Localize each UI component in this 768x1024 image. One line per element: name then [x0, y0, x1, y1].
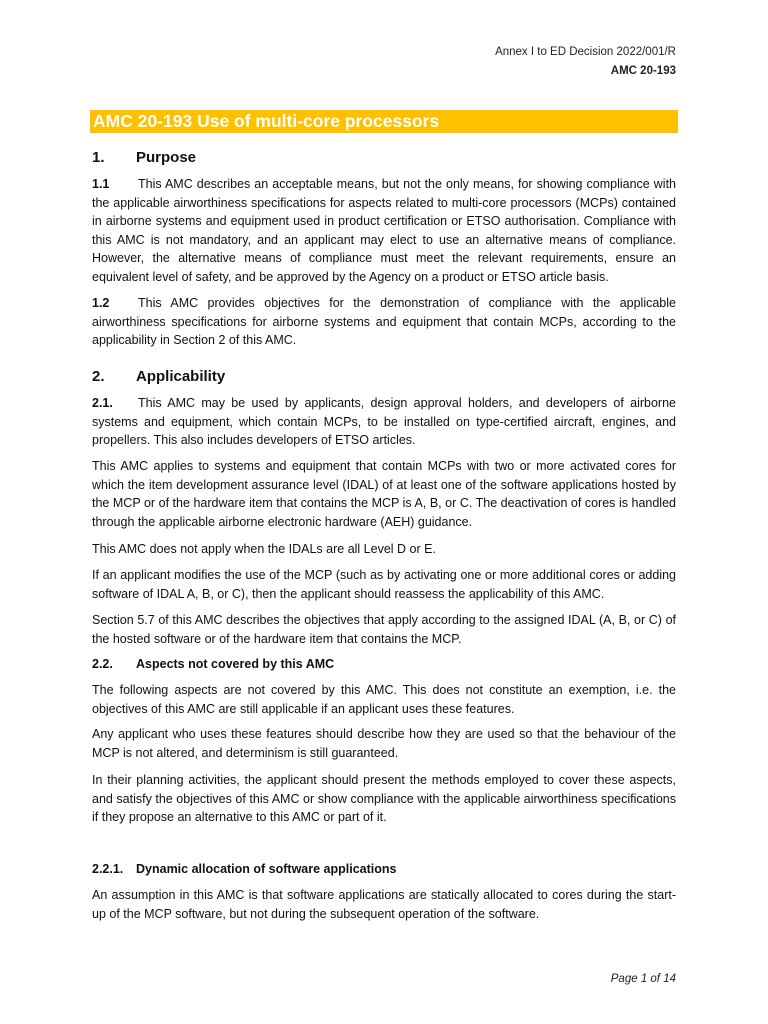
- paragraph-section-5-7: Section 5.7 of this AMC describes the objectives that apply according to the assigned IDAL (A, B, or C) of the hosted software or of the hardware item that contains the MCP.: [92, 613, 676, 646]
- paragraph-any-applicant: Any applicant who uses these features should describe how they are used so that the behaviour of the MCP is not altered, and determinism is still guaranteed.: [92, 727, 676, 760]
- paragraph-number: 2.1.: [92, 396, 113, 410]
- header-annex: Annex I to ED Decision 2022/001/R: [495, 46, 676, 58]
- section-number: 2.: [92, 368, 105, 385]
- paragraph-2-1: [92, 394, 676, 450]
- paragraph-assumption: An assumption in this AMC is that software applications are statically allocated to cores during the start-up of the MCP software, but not during the subsequent operation of the software.: [92, 888, 676, 921]
- paragraph-number: 1.1: [92, 177, 110, 191]
- section-2-heading: [92, 368, 225, 385]
- paragraph-modifies: If an applicant modifies the use of the MCP (such as by activating one or more additional cores or adding software of IDAL A, B, or C), then the applicant should reassess the applicability of this AMC.: [92, 568, 676, 601]
- section-title: Applicability: [136, 368, 226, 385]
- section-title: Dynamic allocation of software applications: [136, 862, 397, 876]
- page-header: [495, 43, 676, 81]
- section-number: 2.2.1.: [92, 862, 124, 876]
- paragraph-text: This AMC describes an acceptable means, but not the only means, for showing compliance with the applicable airworthiness specifications for aspects related to multi-core processors (MCPs) contained in airborne systems and equipment used in product certification or ETSO authorisation. Compliance with this AMC is not mandatory, and an applicant may elect to use an alternative means of compliance. However, the alternative means of compliance must meet the relevant requirements, ensure an equivalent level of safety, and be approved by the Agency on a product or ETSO article basis.: [92, 177, 676, 284]
- paragraph-1-2: [92, 294, 676, 350]
- section-title: Purpose: [136, 149, 197, 166]
- section-2-2-heading: [92, 657, 334, 671]
- section-title: Aspects not covered by this AMC: [136, 657, 335, 671]
- paragraph-1-1: [92, 175, 676, 287]
- section-number: 1.: [92, 149, 105, 166]
- paragraph-applies: This AMC applies to systems and equipment that contain MCPs with two or more activated cores for which the item development assurance level (IDAL) of at least one of the software applications hosted by the MCP or of the hardware item that contains the MCP is A, B, or C. The deactivation of cores is handled through the applicable airborne electronic hardware (AEH) guidance.: [92, 459, 676, 529]
- paragraph-number: 1.2: [92, 296, 110, 310]
- header-code: AMC 20-193: [610, 65, 676, 77]
- paragraph-not-apply: This AMC does not apply when the IDALs are all Level D or E.: [92, 542, 436, 556]
- paragraph-following: The following aspects are not covered by this AMC. This does not constitute an exemption, i.e. the objectives of this AMC are still applicable if an applicant uses these features.: [92, 683, 676, 716]
- section-2-2-1-heading: [92, 862, 396, 876]
- paragraph-text: This AMC may be used by applicants, design approval holders, and developers of airborne systems and equipment, which contain MCPs, to be installed on type-certified aircraft, engines, and propellers. This also includes developers of ETSO articles.: [92, 396, 676, 448]
- page-number: Page 1 of 14: [610, 973, 676, 985]
- section-1-heading: [92, 149, 196, 166]
- paragraph-planning: In their planning activities, the applicant should present the methods employed to cover these aspects, and satisfy the objectives of this AMC or show compliance with the applicable airworthiness specifications if they propose an alternative to this AMC or part of it.: [92, 773, 676, 825]
- section-number: 2.2.: [92, 657, 113, 671]
- paragraph-text: This AMC provides objectives for the demonstration of compliance with the applicable airworthiness specifications for airborne systems and equipment that contain MCPs, according to the applicability in Section 2 of this AMC.: [92, 296, 676, 348]
- document-title: AMC 20-193 Use of multi-core processors: [90, 110, 678, 133]
